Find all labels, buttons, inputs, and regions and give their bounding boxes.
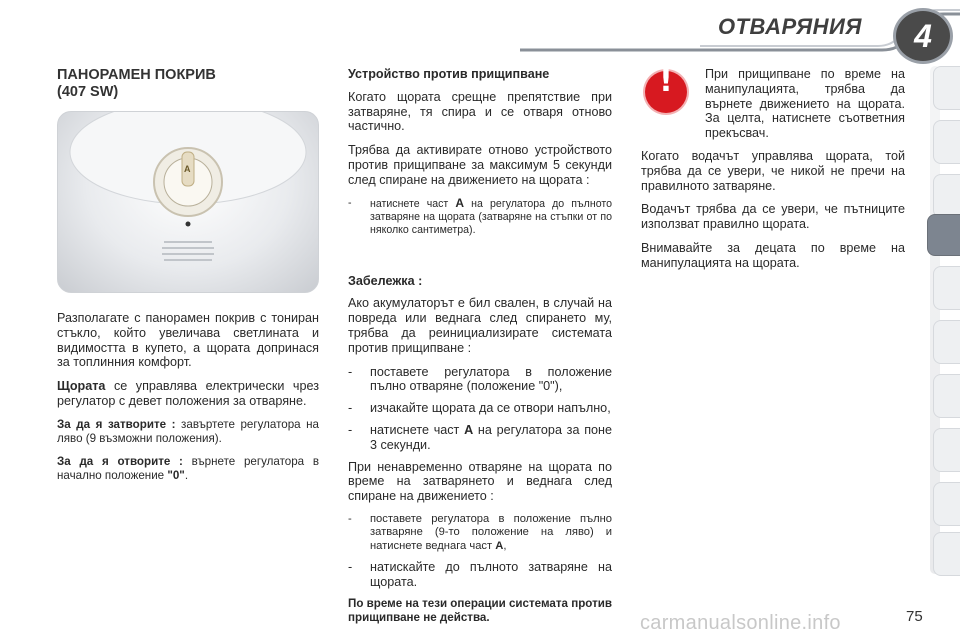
list-item: - натиснете част A на регулатора за поне 3 секунди.: [348, 422, 612, 452]
watermark: carmanualsonline.info: [640, 612, 841, 634]
chapter-tab-7[interactable]: [933, 374, 960, 418]
note-title: Забележка :: [348, 273, 423, 288]
chapter-tab-6[interactable]: [933, 320, 960, 364]
intro-paragraph: Разполагате с панорамен покрив с тониран стъкло, който увеличава светлината и видимостта в купето, а щората допринася за топлинния комфорт.: [57, 311, 319, 370]
note-paragraph-1: Ако акумулаторът е бил свален, в случай на повреда или веднага след спирането му, трябва да реинициализирате системата против прищипване :: [348, 296, 612, 355]
chapter-tab-10[interactable]: [933, 532, 960, 576]
pinch-paragraph-1: Когато щората срещне препятствие при затваряне, тя спира и се отваря отново частично.: [348, 89, 612, 134]
chapter-tab-4-active[interactable]: [927, 214, 960, 256]
warning-icon: [645, 71, 687, 113]
list-item: - натискайте до пълното затваряне на щората.: [348, 560, 612, 589]
open-instruction: За да я отворите : върнете регулатора в начално положение "0".: [57, 454, 319, 482]
column-left: [57, 67, 319, 492]
list-item: - поставете регулатора в положение пълно отваряне (положение "0"),: [348, 364, 612, 394]
pinch-title: Устройство против прищипване: [348, 67, 550, 81]
section-title: ПАНОРАМЕН ПОКРИВ (407 SW): [57, 67, 216, 100]
chapter-tab-2[interactable]: [933, 120, 960, 164]
column-right: [641, 67, 905, 280]
chapter-tab-5[interactable]: [933, 266, 960, 310]
chapter-tab-3[interactable]: [933, 174, 960, 218]
chapter-tab-8[interactable]: [933, 428, 960, 472]
warning-text: При прищипване по време на манипулацията, трябва да върнете движението на щората. За целта, натиснете съответния прекъсвач.: [705, 67, 905, 141]
chapter-number-badge: 4: [893, 8, 953, 64]
chapter-tab-1[interactable]: [933, 66, 960, 110]
roof-control-photo: [57, 111, 319, 293]
roof-control-illustration: [58, 112, 318, 292]
list-item: - изчакайте щората да се отвори напълно,: [348, 401, 611, 416]
column-middle: [348, 67, 612, 634]
driver-paragraph-1: Когато водачът управлява щората, той трябва да се увери, че никой не пречи на правилното затваряне.: [641, 148, 905, 193]
close-instruction: За да я затворите : завъртете регулатора на ляво (9 възможни положения).: [57, 417, 320, 445]
list-item: - натиснете част A на регулатора до пълното затваряне на щората (затваряне на стъпки от по няколко сантиметра).: [348, 195, 612, 236]
driver-paragraph-2: Водачът трябва да се увери, че пътниците използват правилно щората.: [641, 202, 905, 232]
photo-label-a: A: [184, 164, 191, 174]
chapter-title: ОТВАРЯНИЯ: [718, 14, 862, 39]
list-item: - поставете регулатора в положение пълно затваряне (9-то положение на ляво) и натиснете веднага част A,: [348, 512, 612, 552]
note-final: По време на тези операции системата против прищипване не действа.: [348, 596, 612, 624]
page-number: 75: [906, 608, 923, 625]
pinch-paragraph-2: Трябва да активирате отново устройството против прищипване за максимум 5 секунди след спиране на движението на щората :: [348, 143, 612, 187]
chapter-tab-9[interactable]: [933, 482, 960, 526]
warning-box: [641, 67, 905, 141]
children-paragraph: Внимавайте за децата по време на манипулацията на щората.: [641, 240, 905, 270]
note-paragraph-2: При ненавременно отваряне на щората по време на затварянето и веднага след спиране на движението :: [348, 459, 612, 504]
shade-paragraph: Щората се управлява електрически чрез регулатор с девет положения за отваряне.: [57, 379, 319, 408]
chapter-tabs: [928, 66, 960, 574]
